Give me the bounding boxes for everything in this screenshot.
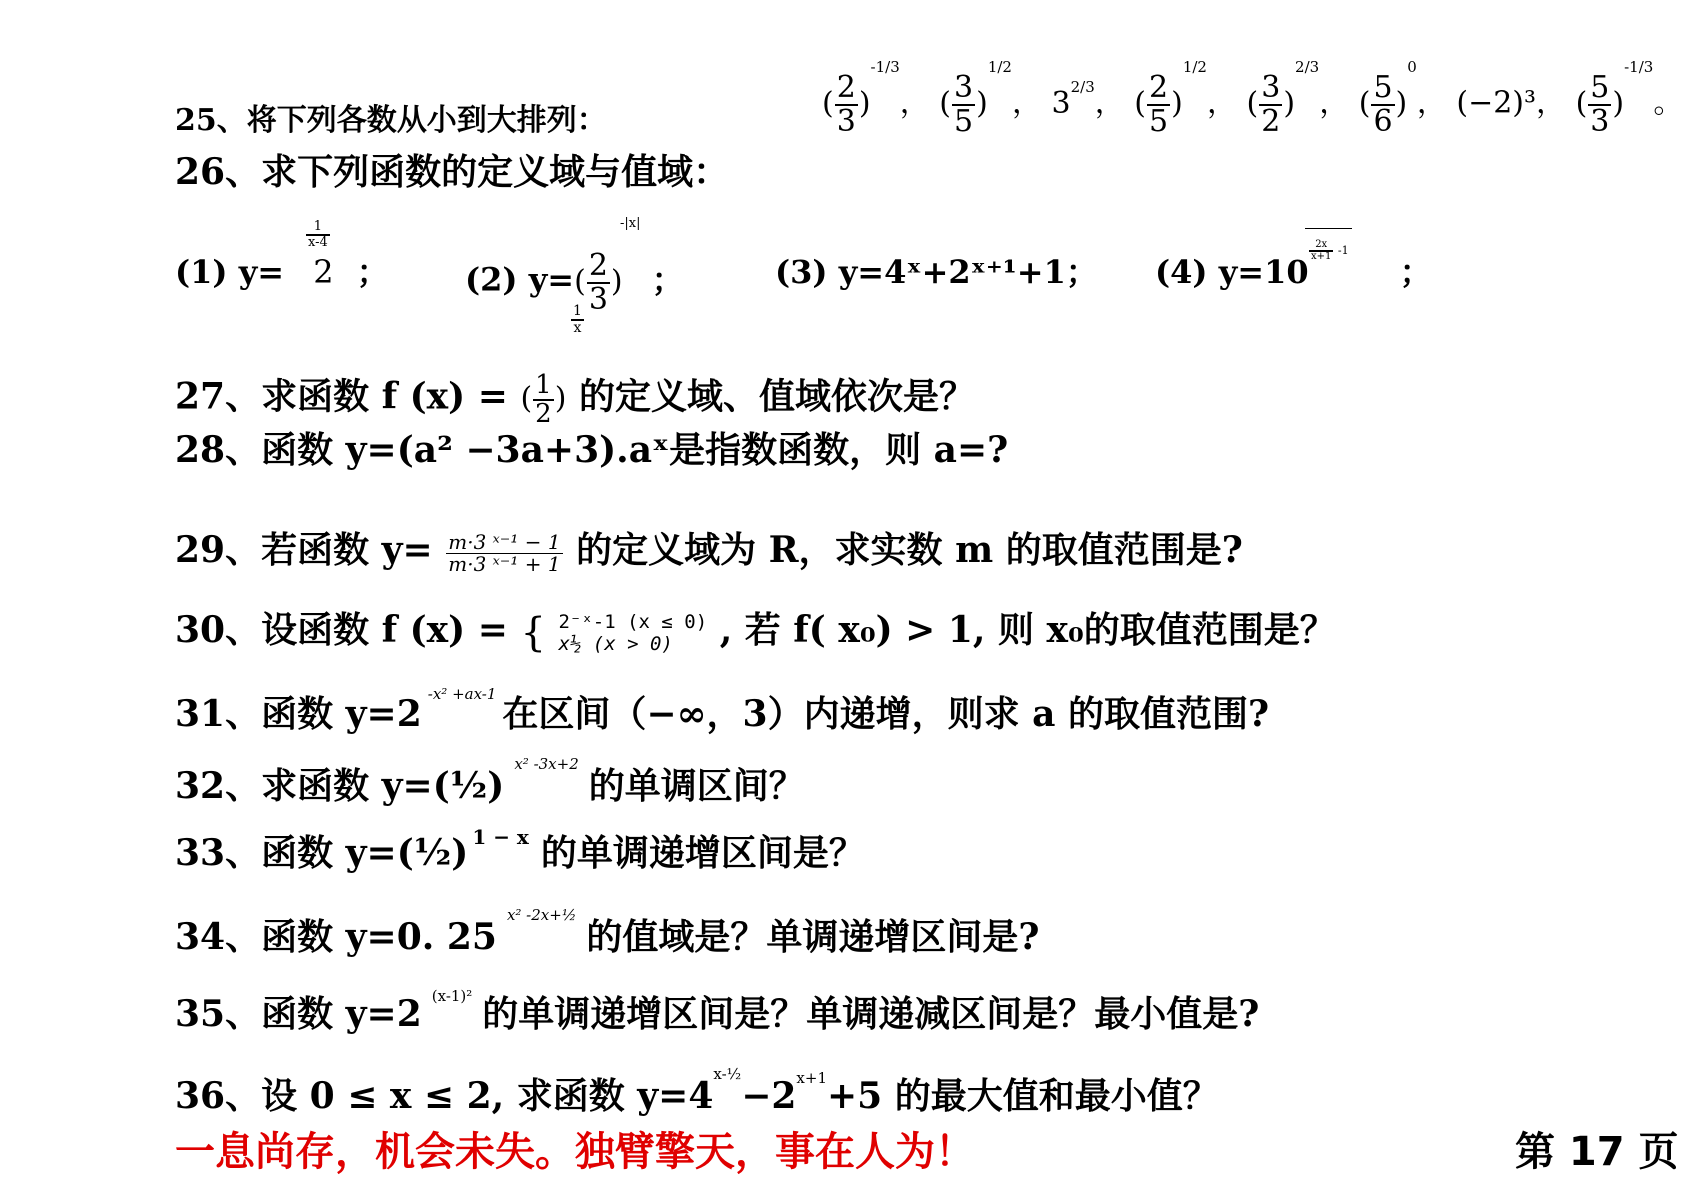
term-5: ( $\frac{3}{2}$ )$^{2/3}$	[1246, 57, 1320, 139]
question-26-heading: 26、求下列函数的定义域与值域：	[175, 151, 730, 193]
question-25	[175, 95, 607, 139]
question-27: 27、求函数 f (x) = ( $\frac{1}{2}$ ) $\frac{1}{x}$ 的定义域、值域依次是？	[175, 303, 975, 430]
question-25-label: 25、将下列各数从小到大排列：	[175, 103, 607, 138]
part-2: (2) y=( $\frac{2}{3}$ ) -|x| ；	[465, 216, 684, 317]
term-6: ( $\frac{5}{6}$ )$^0$	[1358, 57, 1417, 139]
term-3: $3^{2/3}$	[1051, 77, 1095, 121]
term-1: ( $\frac{2}{3}$ )$^{-1/3}$	[822, 57, 900, 139]
term-2: ( $\frac{3}{5}$ )$^{1/2}$	[939, 57, 1012, 139]
term-8: ( $\frac{5}{3}$ )$^{-1/3}$	[1575, 57, 1654, 139]
question-32: 32、求函数 y=(½)$^{x^2 -3x+2}$的单调区间？	[175, 755, 805, 807]
question-33: 33、函数 y=(½) $^{1 - x}$ 的单调递增区间是？	[175, 825, 865, 874]
question-31: 31、函数 y=2 $^{-x^2 +ax-1}$ 在区间（−∞，3）内递增，则求 a 的取值范围?	[175, 685, 1270, 735]
question-28: 28、函数 y=(a² −3a+3).aˣ是指数函数，则 a=?	[175, 429, 1009, 471]
question-36: 36、设 0 ≤ x ≤ 2, 求函数 $y=4^{x-\frac{1}{2}}-2^{x+1}+5$ 的最大值和最小值？	[175, 1065, 1219, 1117]
question-25-expressions: ( $\frac{2}{3}$ )$^{-1/3}$， ( $\frac{3}{5}$ )$^{1/2}$， $3^{2/3}$， ( $\frac{2}{5}$ )$^{1/2}$， ( $\frac{3}{2}$ )$^{2/3}$， ( $\frac{5}{6}$ )$^0$， (−2)³， ( $\frac{5}{3}$ )$^{-1/3}$。	[822, 57, 1684, 139]
part-3: (3) y=4ˣ+2ˣ⁺¹+1；	[775, 253, 1098, 291]
part-4: (4) y=10 $\frac{2x}{x+1}$ -1 ；	[1155, 250, 1432, 294]
term-7: (−2)³	[1456, 85, 1537, 121]
page-number: 第 17 页	[1515, 1129, 1679, 1175]
motto-text: 一息尚存，机会未失。独臂擎天，事在人为！	[175, 1129, 975, 1175]
question-29: 29、若函数 y= $\frac{\text{m·3 ˣ⁻¹ − 1}}{\text{m·3 ˣ⁻¹ + 1}}$ 的定义域为 R，求实数 m 的取值范围是?	[175, 529, 1243, 576]
question-35: 35、函数 y=2 $^{(x-1)^2}$ 的单调递增区间是？单调递减区间是？最小值是?	[175, 987, 1260, 1035]
question-34: 34、函数 y=0. $25^{x^2 -2x+\frac{1}{2}}$的值域是？单调递增区间是?	[175, 906, 1040, 958]
part-1: (1) y= 2 $\frac{1}{x-4}$ ；	[175, 219, 389, 291]
question-30: 30、设函数 f (x) = { 2⁻ˣ-1 (x ≤ 0) x½ (x > 0) , 若 f( x₀) > 1, 则 x₀的取值范围是？	[175, 609, 1336, 656]
term-4: ( $\frac{2}{5}$ )$^{1/2}$	[1134, 57, 1207, 139]
